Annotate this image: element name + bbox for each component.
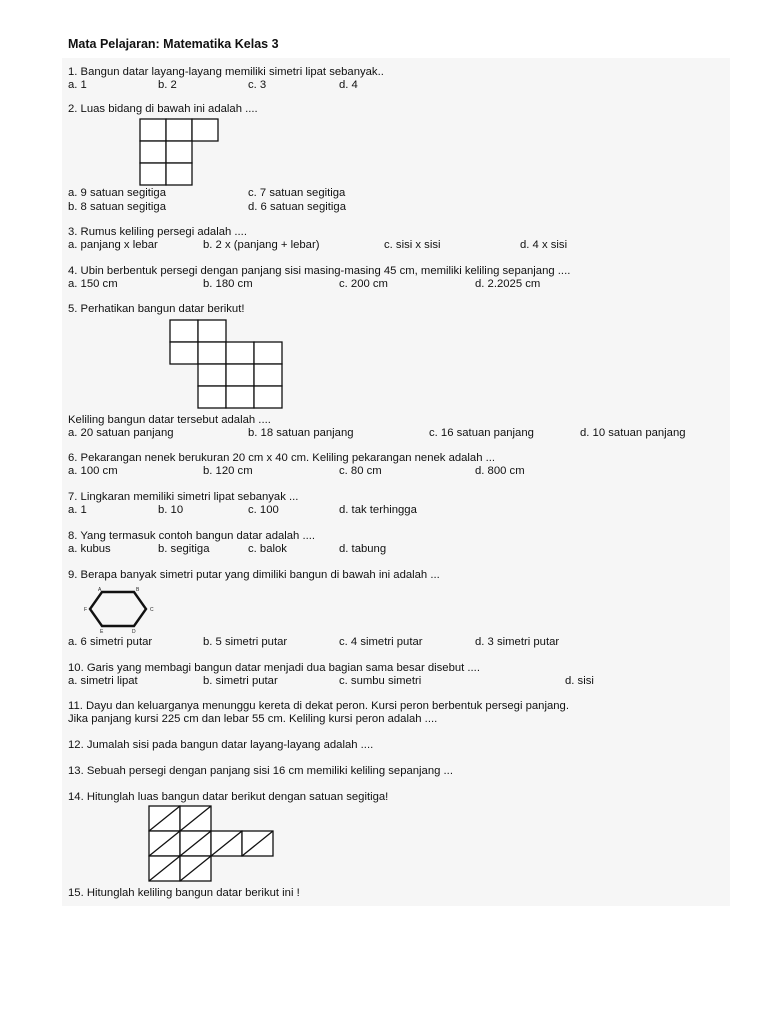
q3-option-b: b. 2 x (panjang + lebar) xyxy=(203,239,320,251)
q10-option-b: b. simetri putar xyxy=(203,675,278,687)
q3-option-d: d. 4 x sisi xyxy=(520,239,568,251)
q3-option-a: a. panjang x lebar xyxy=(68,239,158,251)
hex-label-b: B xyxy=(136,587,140,593)
q7-option-a: a. 1 xyxy=(68,504,87,516)
q6-option-a: a. 100 cm xyxy=(68,465,118,477)
q2-option-a: a. 9 satuan segitiga xyxy=(68,187,166,199)
q9-option-c: c. 4 simetri putar xyxy=(339,636,423,648)
question-5-prompt: Keliling bangun datar tersebut adalah .... xyxy=(68,414,271,426)
hex-label-e: E xyxy=(100,629,104,635)
hex-label-f: F xyxy=(84,607,88,613)
question-2: 2. Luas bidang di bawah ini adalah .... xyxy=(68,103,258,115)
q4-option-b: b. 180 cm xyxy=(203,278,253,290)
q7-option-b: b. 10 xyxy=(158,504,184,516)
q2-option-b: b. 8 satuan segitiga xyxy=(68,201,166,213)
q8-option-a: a. kubus xyxy=(68,543,111,555)
question-13: 13. Sebuah persegi dengan panjang sisi 16 cm memiliki keliling sepanjang ... xyxy=(68,765,453,777)
q4-option-a: a. 150 cm xyxy=(68,278,118,290)
q8-option-b: b. segitiga xyxy=(158,543,210,555)
q1-option-b: b. 2 xyxy=(158,79,177,91)
q1-option-a: a. 1 xyxy=(68,79,87,91)
q6-option-d: d. 800 cm xyxy=(475,465,525,477)
q2-grid-figure xyxy=(140,119,220,187)
q3-option-c: c. sisi x sisi xyxy=(384,239,441,251)
q5-option-c: c. 16 satuan panjang xyxy=(429,427,534,439)
q9-option-a: a. 6 simetri putar xyxy=(68,636,153,648)
q6-option-c: c. 80 cm xyxy=(339,465,382,477)
q5-option-d: d. 10 satuan panjang xyxy=(580,427,686,439)
q7-option-d: d. tak terhingga xyxy=(339,504,417,516)
question-3: 3. Rumus keliling persegi adalah .... xyxy=(68,226,247,238)
q10-option-a: a. simetri lipat xyxy=(68,675,138,687)
q9-option-d: d. 3 simetri putar xyxy=(475,636,560,648)
q2-option-c: c. 7 satuan segitiga xyxy=(248,187,346,199)
q1-option-c: c. 3 xyxy=(248,79,267,91)
question-4: 4. Ubin berbentuk persegi dengan panjang sisi masing-masing 45 cm, memiliki keliling sepanjang .... xyxy=(68,265,571,277)
page-title: Mata Pelajaran: Matematika Kelas 3 xyxy=(68,37,279,51)
question-8: 8. Yang termasuk contoh bangun datar adalah .... xyxy=(68,530,316,542)
q5-option-a: a. 20 satuan panjang xyxy=(68,427,174,439)
question-1: 1. Bangun datar layang-layang memiliki simetri lipat sebanyak.. xyxy=(68,66,384,78)
q4-option-d: d. 2.2025 cm xyxy=(475,278,541,290)
q7-option-c: c. 100 xyxy=(248,504,279,516)
hex-label-d: D xyxy=(132,629,136,635)
q5-grid-figure xyxy=(170,320,284,412)
question-9: 9. Berapa banyak simetri putar yang dimiliki bangun di bawah ini adalah ... xyxy=(68,569,440,581)
question-11-line-1: 11. Dayu dan keluarganya menunggu kereta di dekat peron. Kursi peron berbentuk persegi panjang. xyxy=(68,700,569,712)
q14-triangle-grid-figure xyxy=(149,806,277,882)
question-7: 7. Lingkaran memiliki simetri lipat sebanyak ... xyxy=(68,491,299,503)
hex-label-c: C xyxy=(150,607,154,613)
question-11-line-2: Jika panjang kursi 225 cm dan lebar 55 cm. Keliling kursi peron adalah .... xyxy=(68,713,438,725)
q1-option-d: d. 4 xyxy=(339,79,358,91)
q4-option-c: c. 200 cm xyxy=(339,278,388,290)
q8-option-d: d. tabung xyxy=(339,543,387,555)
question-12: 12. Jumalah sisi pada bangun datar layang-layang adalah .... xyxy=(68,739,374,751)
q9-hexagon-figure xyxy=(70,586,160,636)
question-6: 6. Pekarangan nenek berukuran 20 cm x 40 cm. Keliling pekarangan nenek adalah ... xyxy=(68,452,496,464)
question-14: 14. Hitunglah luas bangun datar berikut dengan satuan segitiga! xyxy=(68,791,389,803)
q5-option-b: b. 18 satuan panjang xyxy=(248,427,354,439)
question-15: 15. Hitunglah keliling bangun datar berikut ini ! xyxy=(68,887,300,899)
hex-label-a: A xyxy=(98,587,102,593)
q10-option-c: c. sumbu simetri xyxy=(339,675,422,687)
q8-option-c: c. balok xyxy=(248,543,287,555)
question-5: 5. Perhatikan bangun datar berikut! xyxy=(68,303,245,315)
q6-option-b: b. 120 cm xyxy=(203,465,253,477)
q10-option-d: d. sisi xyxy=(565,675,594,687)
question-10: 10. Garis yang membagi bangun datar menjadi dua bagian sama besar disebut .... xyxy=(68,662,480,674)
q2-option-d: d. 6 satuan segitiga xyxy=(248,201,346,213)
q9-option-b: b. 5 simetri putar xyxy=(203,636,288,648)
